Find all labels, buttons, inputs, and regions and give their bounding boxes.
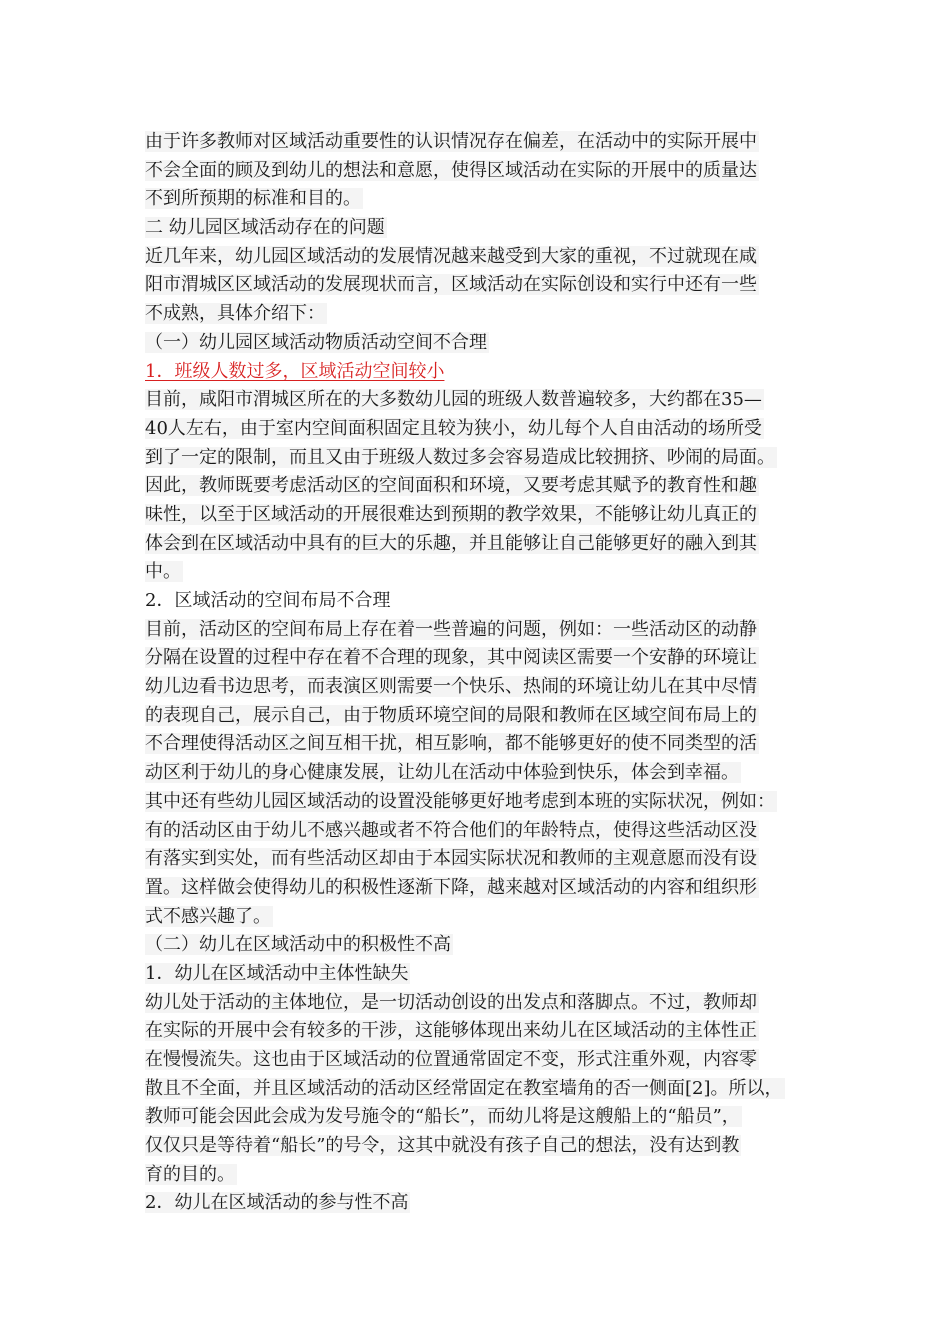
paragraph-line (145, 644, 810, 673)
text-span: 置。这样做会使得幼儿的积极性逐渐下降，越来越对区域活动的内容和组织形 (145, 876, 757, 898)
paragraph-line (145, 788, 810, 817)
text-span: 散且不全面，并且区域活动的活动区经常固定在教室墙角的否一侧面[2]。所以， (145, 1077, 783, 1099)
text-span: 体会到在区域活动中具有的巨大的乐趣，并且能够让自己能够更好的融入到其 (145, 532, 757, 554)
subsection-heading (145, 960, 810, 989)
text-span: 不成熟，具体介绍下： (145, 303, 325, 325)
text-span: 不合理使得活动区之间互相干扰，相互影响，都不能够更好的使不同类型的活 (145, 733, 757, 755)
text-span: 40人左右，由于室内空间面积固定且较为狭小，幼儿每个人自由活动的场所受 (145, 417, 762, 439)
text-span: 幼儿处于活动的主体地位，是一切活动创设的出发点和落脚点。不过，教师却 (145, 991, 757, 1013)
paragraph-line (145, 1161, 810, 1190)
paragraph-line (145, 845, 810, 874)
section-heading (145, 214, 810, 243)
paragraph-line (145, 1046, 810, 1075)
paragraph-line (145, 386, 810, 415)
text-span: 2．区域活动的空间布局不合理 (145, 590, 391, 611)
text-span: 有落实到实处，而有些活动区却由于本园实际状况和教师的主观意愿而没有设 (145, 848, 757, 870)
text-span: 到了一定的限制，而且又由于班级人数过多会容易造成比较拥挤、吵闹的局面。 (145, 446, 775, 468)
text-span: （二）幼儿在区域活动中的积极性不高 (145, 934, 451, 956)
paragraph-line (145, 1132, 810, 1161)
paragraph-line (145, 1017, 810, 1046)
paragraph-line (145, 558, 810, 587)
subsection-heading (145, 1189, 810, 1218)
text-span: 中。 (145, 561, 181, 583)
text-span: 不会全面的顾及到幼儿的想法和意愿，使得区域活动在实际的开展中的质量达 (145, 159, 757, 181)
text-span: 育的目的。 (145, 1163, 235, 1185)
paragraph-line (145, 1075, 810, 1104)
paragraph-line (145, 1103, 810, 1132)
paragraph-line (145, 530, 810, 559)
text-span: 幼儿边看书边思考，而表演区则需要一个快乐、热闹的环境让幼儿在其中尽情 (145, 676, 757, 698)
paragraph-line (145, 702, 810, 731)
paragraph-line (145, 243, 810, 272)
text-span: 在实际的开展中会有较多的干涉，这能够体现出来幼儿在区域活动的主体性正 (145, 1020, 757, 1042)
paragraph-line (145, 157, 810, 186)
paragraph-line (145, 730, 810, 759)
paragraph-line (145, 415, 810, 444)
text-span: 的表现自己，展示自己，由于物质环境空间的局限和教师在区域空间布局上的 (145, 704, 757, 726)
text-span: 动区利于幼儿的身心健康发展，让幼儿在活动中体验到快乐，体会到幸福。 (145, 762, 739, 784)
paragraph-line (145, 300, 810, 329)
text-span: 1．幼儿在区域活动中主体性缺失 (145, 962, 409, 984)
red-heading-text: 1．班级人数过多，区域活动空间较小 (145, 360, 445, 382)
paragraph-line (145, 759, 810, 788)
text-span: 不到所预期的标准和目的。 (145, 188, 361, 210)
document-body (145, 128, 810, 1218)
text-span: 目前，咸阳市渭城区所在的大多数幼儿园的班级人数普遍较多，大约都在35— (145, 389, 762, 411)
paragraph-line (145, 472, 810, 501)
paragraph-line (145, 874, 810, 903)
subsection-heading (145, 329, 810, 358)
text-span: 2．幼儿在区域活动的参与性不高 (145, 1192, 409, 1214)
paragraph-line (145, 444, 810, 473)
paragraph-line (145, 903, 810, 932)
text-span: 在慢慢流失。这也由于区域活动的位置通常固定不变，形式注重外观，内容零 (145, 1049, 757, 1070)
text-span: （一）幼儿园区域活动物质活动空间不合理 (145, 331, 487, 353)
subsection-heading (145, 931, 810, 960)
text-span: 仅仅只是等待着“船长”的号令，这其中就没有孩子自己的想法，没有达到教 (145, 1135, 740, 1157)
paragraph-line (145, 616, 810, 645)
text-span: 二 幼儿园区域活动存在的问题 (145, 217, 385, 239)
paragraph-line (145, 128, 810, 157)
text-span: 味性，以至于区域活动的开展很难达到预期的教学效果，不能够让幼儿真正的 (145, 503, 757, 525)
paragraph-line (145, 989, 810, 1018)
text-span: 有的活动区由于幼儿不感兴趣或者不符合他们的年龄特点，使得这些活动区没 (145, 819, 757, 841)
text-span: 式不感兴趣了。 (145, 905, 271, 927)
text-span: 其中还有些幼儿园区域活动的设置没能够更好地考虑到本班的实际状况，例如： (145, 790, 775, 812)
highlighted-heading (145, 358, 810, 387)
paragraph-line (145, 817, 810, 846)
paragraph-line (145, 271, 810, 300)
text-span: 近几年来，幼儿园区域活动的发展情况越来越受到大家的重视，不过就现在咸 (145, 245, 757, 267)
text-span: 教师可能会因此会成为发号施令的“船长”，而幼儿将是这艘船上的“船员”， (145, 1106, 740, 1128)
text-span: 由于许多教师对区域活动重要性的认识情况存在偏差，在活动中的实际开展中 (145, 131, 757, 152)
text-span: 因此，教师既要考虑活动区的空间面积和环境，又要考虑其赋予的教育性和趣 (145, 475, 757, 497)
subsection-heading (145, 587, 810, 616)
paragraph-line (145, 501, 810, 530)
text-span: 分隔在设置的过程中存在着不合理的现象，其中阅读区需要一个安静的环境让 (145, 647, 757, 669)
paragraph-line (145, 185, 810, 214)
paragraph-line (145, 673, 810, 702)
text-span: 目前，活动区的空间布局上存在着一些普遍的问题，例如：一些活动区的动静 (145, 618, 757, 640)
text-span: 阳市渭城区区域活动的发展现状而言，区域活动在实际创设和实行中还有一些 (145, 274, 757, 296)
